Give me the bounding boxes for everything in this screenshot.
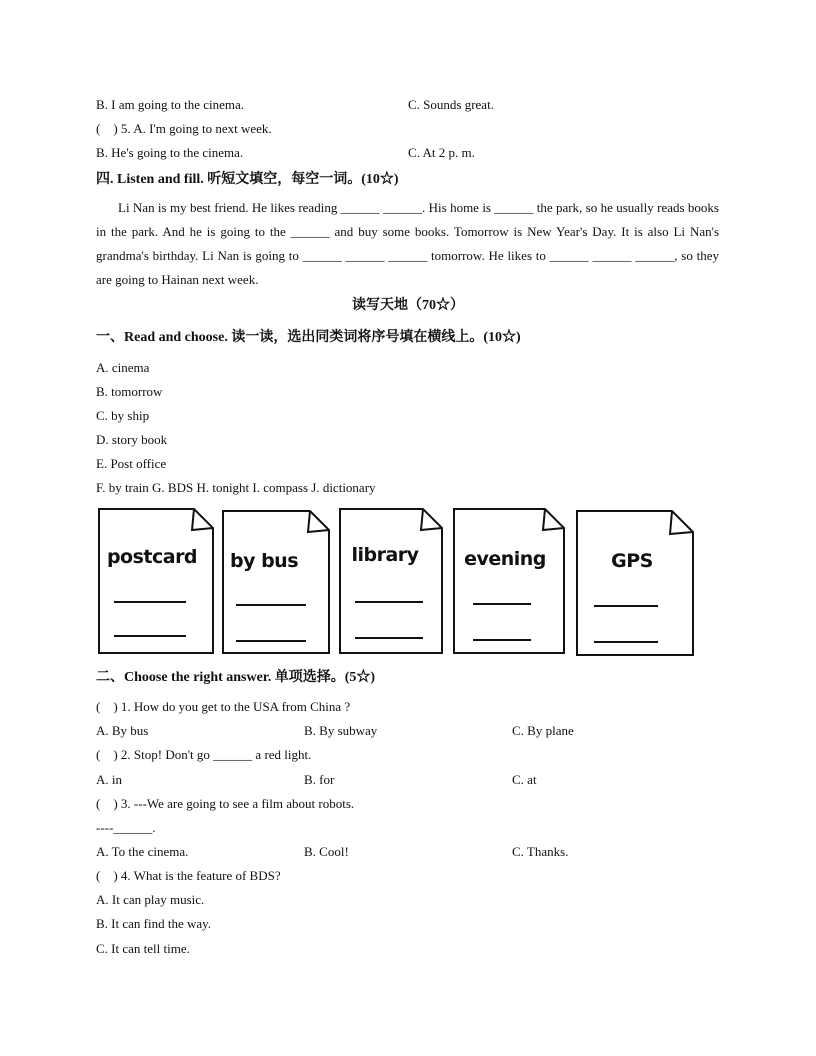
option-item: F. by train G. BDS H. tonight I. compass J. dictionary [96, 480, 376, 495]
question-5-stem: ( ) 5. A. I'm going to next week. [96, 121, 272, 136]
option-b-q3: B. Cool! [304, 844, 349, 859]
word-card [339, 508, 443, 654]
option-c-q2: C. at [512, 772, 537, 787]
card-shape [98, 508, 214, 654]
option-b-q5: B. He's going to the cinema. [96, 145, 244, 160]
word-cards [96, 506, 696, 658]
option-item: C. by ship [96, 408, 150, 423]
card-label-gps: GPS [611, 550, 653, 572]
part4-paragraph-text: Li Nan is my best friend. He likes reading ______ ______. His home is ______ the park, so he usually reads books in the park. And he is going to the ______ and buy some books. Tomorrow is New Year's Day. It is also Li Nan's grandma's birthday. Li Nan is going to ______ ______ ______ tomorrow. He likes to ______ ______ ______, so they are going to Hainan next week. [96, 200, 719, 287]
word-card [222, 510, 330, 654]
option-a-q3: A. To the cinema. [96, 844, 189, 859]
option-item: E. Post office [96, 456, 167, 471]
option-item: B. tomorrow [96, 384, 163, 399]
question-1-stem: ( ) 1. How do you get to the USA from China ? [96, 699, 351, 714]
option-b-q4: B. It can find the way. [96, 916, 212, 931]
option-c-q5: C. At 2 p. m. [408, 145, 475, 160]
question-2-stem: ( ) 2. Stop! Don't go ______ a red light. [96, 747, 312, 762]
option-c-q3: C. Thanks. [512, 844, 569, 859]
option-b-q4: B. I am going to the cinema. [96, 97, 245, 112]
option-a-q1: A. By bus [96, 723, 149, 738]
option-a-q2: A. in [96, 772, 122, 787]
card-label-by-bus: by bus [229, 550, 299, 572]
word-card [98, 508, 214, 654]
option-b-q2: B. for [304, 772, 335, 787]
card-shape [222, 510, 330, 654]
option-c-q4: C. It can tell time. [96, 941, 190, 956]
word-card [453, 508, 565, 654]
question-4-stem: ( ) 4. What is the feature of BDS? [96, 868, 281, 883]
card-shape [576, 510, 694, 656]
option-item: D. story book [96, 432, 168, 447]
word-card [576, 510, 694, 656]
option-c-q1: C. By plane [512, 723, 574, 738]
part1-heading: 一、Read and choose. 读一读，选出同类词将序号填在横线上。(10☆) [96, 330, 521, 345]
question-3-stem: ( ) 3. ---We are going to see a film about robots. [96, 796, 355, 811]
card-shape [453, 508, 565, 654]
question-3-answer-line: ----______. [96, 820, 156, 835]
part2-heading: 二、Choose the right answer. 单项选择。(5☆) [96, 670, 376, 685]
card-label-postcard: postcard [106, 546, 198, 568]
card-label-evening: evening [464, 548, 546, 570]
option-a-q4: A. It can play music. [96, 892, 205, 907]
section-title: 读写天地（70☆） [352, 298, 464, 313]
option-b-q1: B. By subway [304, 723, 378, 738]
part4-heading: 四. Listen and fill. 听短文填空，每空一词。(10☆) [96, 172, 399, 187]
card-label-library: library [351, 544, 419, 566]
part4-paragraph [96, 196, 719, 292]
card-shape [339, 508, 443, 654]
option-c-q4: C. Sounds great. [408, 97, 494, 112]
option-item: A. cinema [96, 360, 150, 375]
